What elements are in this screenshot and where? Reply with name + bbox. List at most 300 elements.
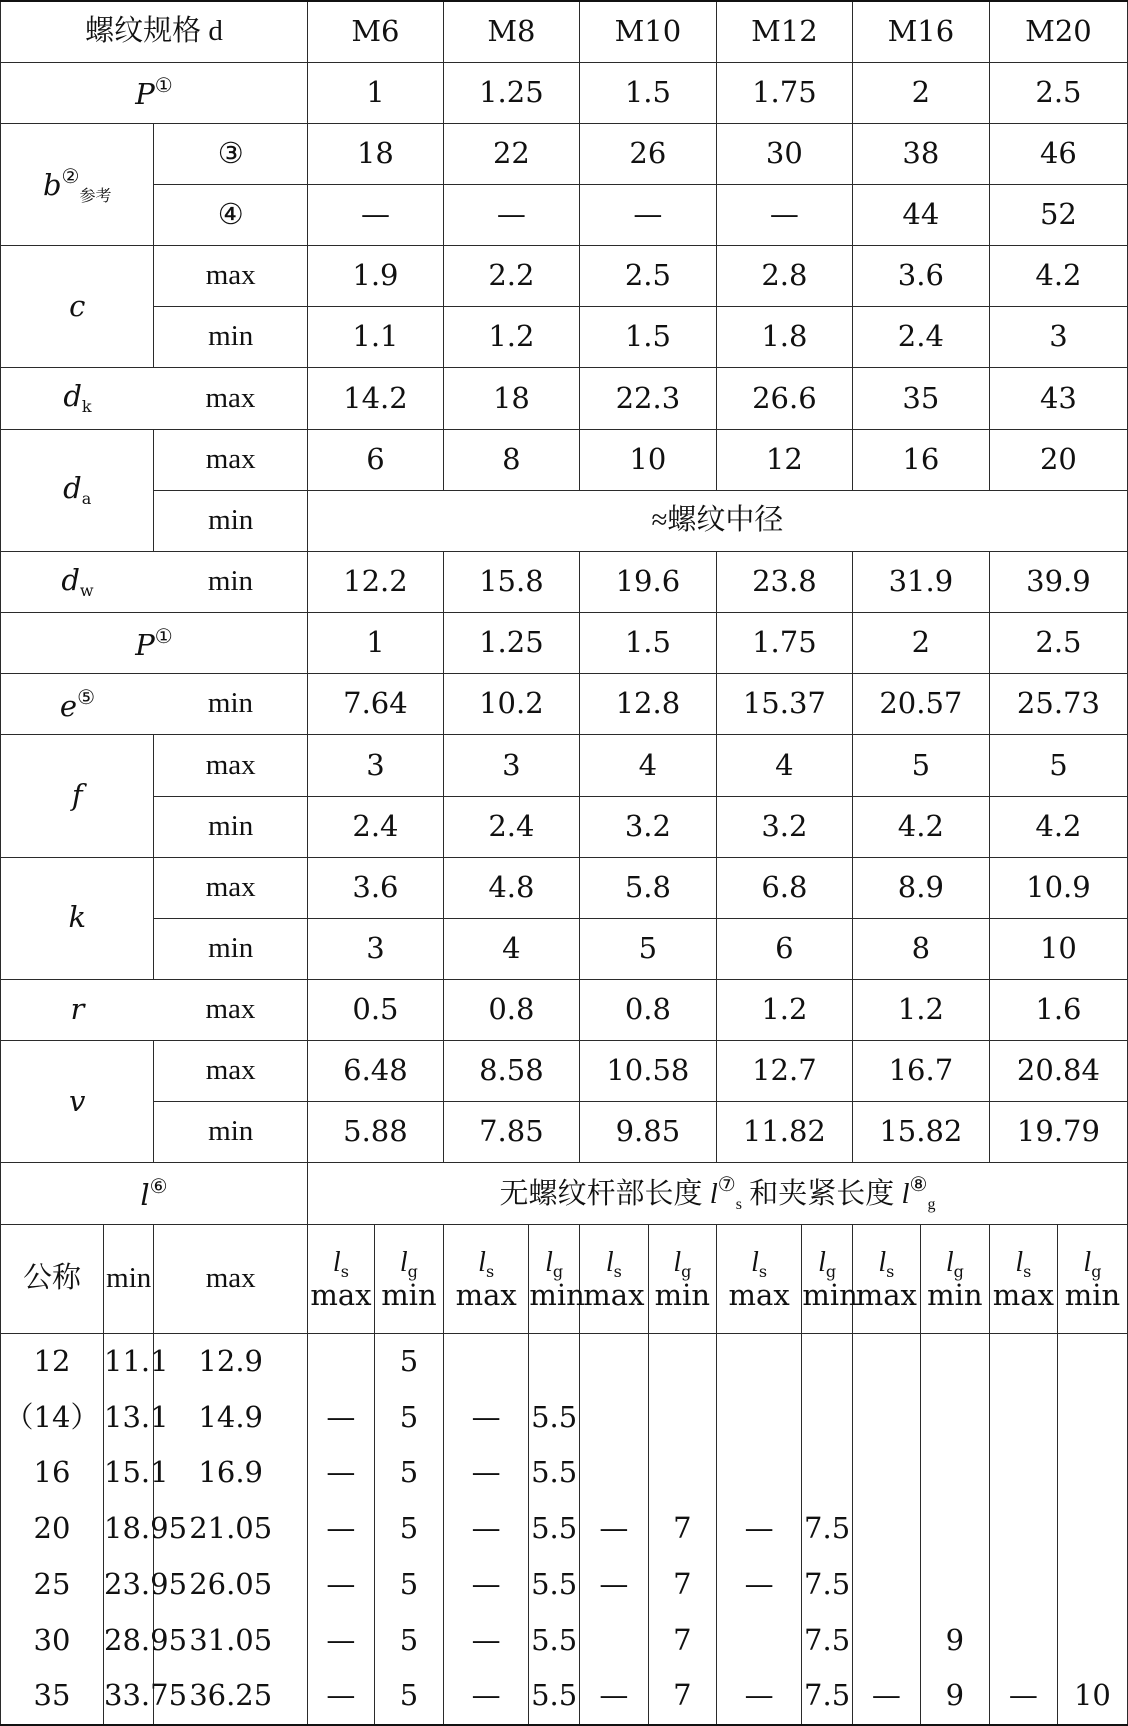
limit-text: min: [1064, 1278, 1121, 1313]
value-cell: 1.9: [307, 246, 443, 307]
value-cell: 2.5: [579, 246, 716, 307]
ls-value-cell: —: [716, 1557, 801, 1613]
length-heading-cell: [307, 1163, 1127, 1224]
lg-value-cell: [920, 1390, 989, 1446]
lg-min-header: [802, 1224, 858, 1334]
symbol-text: l: [478, 1246, 486, 1278]
limit-label: max: [154, 980, 307, 1041]
value-cell: 2.4: [307, 796, 443, 857]
value-cell: 2: [852, 613, 989, 674]
symbol-text: l: [399, 1246, 408, 1278]
thread-spec-label: 螺纹规格 d: [85, 14, 223, 47]
l-label-cell: [1, 1163, 308, 1224]
ls-value-cell: [579, 1390, 648, 1446]
value-cell: 11.82: [716, 1102, 852, 1163]
value-cell: 3.6: [852, 246, 989, 307]
lg-symbol: [1058, 1246, 1127, 1281]
symbol-text: l: [140, 1178, 150, 1213]
value-cell: 3.2: [716, 796, 852, 857]
value-cell: 31.9: [852, 551, 989, 612]
lg-value-cell: 7: [648, 1501, 716, 1557]
lg-min-header: [648, 1224, 716, 1334]
length-min-cell: 15.1: [104, 1445, 154, 1501]
symbol-text: P: [135, 627, 155, 662]
length-min-cell: 28.95: [104, 1613, 154, 1669]
e-label-cell: [1, 674, 154, 735]
value-cell: 2: [852, 62, 989, 123]
length-row: [1, 1501, 1128, 1557]
value-cell: 2.5: [989, 613, 1127, 674]
value-cell: 0.5: [307, 980, 443, 1041]
value-cell: 1.2: [716, 980, 852, 1041]
lg-value-cell: [529, 1334, 579, 1390]
symbol-text: l: [878, 1246, 887, 1278]
limit-text: min: [927, 1278, 983, 1313]
value-cell: 2.4: [443, 796, 579, 857]
subscript-text: g: [825, 1261, 837, 1281]
length-row: [1, 1445, 1128, 1501]
lg-min-header: [920, 1224, 989, 1334]
ls-max-header: [852, 1224, 920, 1334]
ls-value-cell: [989, 1613, 1057, 1669]
limit-label: min: [154, 307, 307, 368]
ls-value-cell: [852, 1501, 920, 1557]
ls-value-cell: [579, 1613, 648, 1669]
subscript-text: a: [81, 488, 92, 508]
limit-text: min: [802, 1278, 858, 1313]
subscript-text: s: [886, 1261, 895, 1281]
ls-max-header: [307, 1224, 374, 1334]
value-cell: 8: [443, 429, 579, 490]
limit-label: min: [154, 674, 307, 735]
value-cell: 1.2: [852, 980, 989, 1041]
value-cell: 20.57: [852, 674, 989, 735]
da-min-row: [1, 490, 1128, 551]
size-header-cell: M12: [716, 1, 852, 62]
subscript-text: g: [407, 1261, 418, 1281]
subscript-text: g: [681, 1261, 692, 1281]
lg-min-header: [374, 1224, 443, 1334]
ls-value-cell: —: [579, 1669, 648, 1725]
value-cell: 52: [989, 184, 1127, 245]
value-cell: 7.64: [307, 674, 443, 735]
lg-value-cell: [648, 1445, 716, 1501]
c-label-cell: [1, 246, 154, 368]
symbol-text: d: [63, 470, 82, 505]
lg-value-cell: 5.5: [529, 1501, 579, 1557]
lg-value-cell: 9: [920, 1613, 989, 1669]
value-cell: —: [307, 184, 443, 245]
ls-value-cell: —: [307, 1613, 374, 1669]
subscript-text: g: [1091, 1261, 1102, 1281]
ls-value-cell: —: [307, 1669, 374, 1725]
lg-value-cell: 7.5: [802, 1669, 852, 1725]
max-header: max: [154, 1224, 307, 1334]
ls-symbol: [580, 1246, 648, 1281]
lg-symbol: [375, 1246, 443, 1281]
v-min-row: [1, 1102, 1128, 1163]
value-cell: 15.82: [852, 1102, 989, 1163]
value-cell: 1.6: [989, 980, 1127, 1041]
value-cell: 2.8: [716, 246, 852, 307]
nominal-length-cell: 30: [1, 1613, 104, 1669]
ls-value-cell: [989, 1557, 1057, 1613]
subscript-text: k: [81, 397, 92, 417]
subscript-text: s: [1023, 1261, 1032, 1281]
value-cell: 1.75: [716, 62, 852, 123]
limit-label: max: [154, 429, 307, 490]
symbol-text: e: [59, 688, 78, 723]
ls-max-header: [716, 1224, 801, 1334]
value-cell: 2.4: [852, 307, 989, 368]
symbol-text: P: [135, 77, 155, 112]
value-cell: 5: [579, 918, 716, 979]
value-cell: 43: [989, 368, 1127, 429]
pitch-row: [1, 62, 1128, 123]
footnote-marker: ①: [154, 623, 173, 648]
value-cell: 12.2: [307, 551, 443, 612]
ls-value-cell: —: [443, 1445, 528, 1501]
f-min-row: [1, 796, 1128, 857]
value-cell: 12: [716, 429, 852, 490]
limit-label: min: [154, 918, 307, 979]
lg-symbol: [921, 1246, 989, 1281]
ls-value-cell: [852, 1334, 920, 1390]
symbol-text: l: [818, 1246, 826, 1278]
lg-value-cell: [920, 1557, 989, 1613]
value-cell: 44: [852, 184, 989, 245]
v-max-row: [1, 1041, 1128, 1102]
symbol-text: r: [70, 992, 85, 1027]
value-cell: 14.2: [307, 368, 443, 429]
b-row-3: [1, 123, 1128, 184]
footnote-marker: ⑧: [909, 1173, 928, 1196]
ls-value-cell: [716, 1334, 801, 1390]
lg-value-cell: 5: [374, 1334, 443, 1390]
nominal-length-cell: （14）: [1, 1390, 104, 1446]
symbol-text: l: [1015, 1246, 1024, 1278]
e-row: [1, 674, 1128, 735]
value-cell: 1: [307, 613, 443, 674]
ls-symbol: [717, 1246, 801, 1281]
ls-value-cell: [989, 1501, 1057, 1557]
ls-value-cell: [443, 1334, 528, 1390]
limit-text: min: [529, 1278, 585, 1313]
ls-value-cell: —: [852, 1669, 920, 1725]
size-header-cell: M10: [579, 1, 716, 62]
value-cell: 22.3: [579, 368, 716, 429]
lg-value-cell: 7: [648, 1557, 716, 1613]
lg-value-cell: [1057, 1501, 1127, 1557]
nominal-length-cell: 35: [1, 1669, 104, 1725]
footnote-marker: ②: [61, 163, 80, 188]
limit-text: min: [654, 1278, 711, 1313]
symbol-text: l: [901, 1177, 910, 1210]
dk-label-cell: [1, 368, 154, 429]
length-min-cell: 33.75: [104, 1669, 154, 1725]
ls-value-cell: [716, 1445, 801, 1501]
value-cell: 10.58: [579, 1041, 716, 1102]
min-header: min: [104, 1224, 154, 1334]
lg-value-cell: 7.5: [802, 1613, 852, 1669]
length-max-cell: 16.9: [154, 1445, 307, 1501]
ls-value-cell: [852, 1390, 920, 1446]
lg-value-cell: 5.5: [529, 1557, 579, 1613]
value-cell: 4: [443, 918, 579, 979]
k-min-row: [1, 918, 1128, 979]
lg-value-cell: [920, 1334, 989, 1390]
lg-value-cell: [802, 1445, 852, 1501]
symbol-text: l: [605, 1246, 614, 1278]
value-cell: 16: [852, 429, 989, 490]
ls-value-cell: —: [579, 1501, 648, 1557]
limit-label: max: [154, 368, 307, 429]
value-cell: 6.8: [716, 857, 852, 918]
k-max-row: [1, 857, 1128, 918]
value-cell: 3.2: [579, 796, 716, 857]
ls-value-cell: [716, 1613, 801, 1669]
lg-value-cell: 10: [1057, 1669, 1127, 1725]
limit-label: min: [154, 490, 307, 551]
ls-value-cell: [579, 1334, 648, 1390]
lg-value-cell: 9: [920, 1669, 989, 1725]
ls-value-cell: [307, 1334, 374, 1390]
limit-label: min: [154, 551, 307, 612]
nominal-length-cell: 25: [1, 1557, 104, 1613]
lg-value-cell: [648, 1334, 716, 1390]
da-max-row: [1, 429, 1128, 490]
value-cell: —: [716, 184, 852, 245]
value-cell: 3: [307, 918, 443, 979]
ls-value-cell: —: [307, 1557, 374, 1613]
dw-row: [1, 551, 1128, 612]
lg-value-cell: 5: [374, 1501, 443, 1557]
size-header-cell: M16: [852, 1, 989, 62]
value-cell: 1.25: [443, 613, 579, 674]
nominal-length-cell: 16: [1, 1445, 104, 1501]
lg-value-cell: 5: [374, 1613, 443, 1669]
length-max-cell: 26.05: [154, 1557, 307, 1613]
value-cell: 4.2: [852, 796, 989, 857]
limit-label: min: [154, 1102, 307, 1163]
value-cell: 15.37: [716, 674, 852, 735]
value-cell: 6.48: [307, 1041, 443, 1102]
ls-value-cell: —: [443, 1557, 528, 1613]
limit-text: max: [992, 1278, 1054, 1313]
length-min-cell: 13.1: [104, 1390, 154, 1446]
value-cell: 3: [443, 735, 579, 796]
ls-value-cell: [989, 1390, 1057, 1446]
pitch-row-2: [1, 613, 1128, 674]
lg-value-cell: [920, 1445, 989, 1501]
heading-text: 无螺纹杆部长度: [499, 1177, 710, 1210]
length-max-cell: 12.9: [154, 1334, 307, 1390]
limit-text: max: [728, 1278, 790, 1313]
symbol-text: d: [61, 562, 80, 597]
limit-label: max: [154, 735, 307, 796]
b-ref-label-cell: [1, 123, 154, 245]
lg-value-cell: [1057, 1557, 1127, 1613]
footnote-marker: ①: [154, 73, 173, 98]
nominal-length-cell: 12: [1, 1334, 104, 1390]
ls-value-cell: [579, 1445, 648, 1501]
value-cell: 46: [989, 123, 1127, 184]
value-cell: 3: [989, 307, 1127, 368]
lg-value-cell: 5: [374, 1390, 443, 1446]
value-cell: 18: [307, 123, 443, 184]
lg-value-cell: 7.5: [802, 1557, 852, 1613]
value-cell: 12.8: [579, 674, 716, 735]
limit-text: min: [381, 1278, 437, 1313]
size-header-cell: M8: [443, 1, 579, 62]
v-label-cell: [1, 1041, 154, 1163]
value-cell: 8: [852, 918, 989, 979]
ls-symbol: [444, 1246, 528, 1281]
lg-value-cell: 5: [374, 1669, 443, 1725]
ls-value-cell: —: [443, 1390, 528, 1446]
value-cell: 1.75: [716, 613, 852, 674]
k-label-cell: [1, 857, 154, 979]
symbol-text: d: [63, 379, 82, 414]
subscript-text: s: [340, 1261, 349, 1281]
ls-value-cell: —: [716, 1501, 801, 1557]
limit-text: max: [455, 1278, 517, 1313]
f-max-row: [1, 735, 1128, 796]
value-cell: 8.9: [852, 857, 989, 918]
value-cell: 1.5: [579, 613, 716, 674]
lg-symbol: [529, 1246, 578, 1281]
value-cell: 1.2: [443, 307, 579, 368]
nominal-header: 公称: [1, 1224, 104, 1334]
ls-value-cell: [852, 1613, 920, 1669]
limit-label: max: [154, 1041, 307, 1102]
ls-symbol: [990, 1246, 1057, 1281]
value-cell: 38: [852, 123, 989, 184]
value-cell: 19.79: [989, 1102, 1127, 1163]
symbol-text: l: [709, 1177, 718, 1210]
lg-value-cell: 5.5: [529, 1613, 579, 1669]
ls-value-cell: [989, 1445, 1057, 1501]
lg-value-cell: [1057, 1445, 1127, 1501]
value-cell: 20: [989, 429, 1127, 490]
ls-max-header: [579, 1224, 648, 1334]
limit-label: min: [154, 796, 307, 857]
value-cell: 6: [307, 429, 443, 490]
ls-value-cell: —: [443, 1501, 528, 1557]
value-cell: 0.8: [579, 980, 716, 1041]
r-label-cell: [1, 980, 154, 1041]
subscript-text: s: [613, 1261, 622, 1281]
b-variant-label: ④: [154, 184, 307, 245]
value-cell: 22: [443, 123, 579, 184]
value-cell: 10: [989, 918, 1127, 979]
value-cell: 5.88: [307, 1102, 443, 1163]
value-cell: 19.6: [579, 551, 716, 612]
value-cell: 26: [579, 123, 716, 184]
value-cell: 4.2: [989, 796, 1127, 857]
ls-value-cell: —: [443, 1669, 528, 1725]
subscript-text: g: [552, 1261, 564, 1281]
value-cell: 6: [716, 918, 852, 979]
lg-value-cell: [1057, 1334, 1127, 1390]
value-cell: 30: [716, 123, 852, 184]
value-cell: 3.6: [307, 857, 443, 918]
ls-symbol: [853, 1246, 920, 1281]
value-cell: 12.7: [716, 1041, 852, 1102]
symbol-text: l: [545, 1246, 553, 1278]
lg-value-cell: [648, 1390, 716, 1446]
value-cell: 8.58: [443, 1041, 579, 1102]
value-cell: 1.25: [443, 62, 579, 123]
value-cell: 18: [443, 368, 579, 429]
footnote-marker: ⑥: [149, 1174, 168, 1199]
value-cell: 4.2: [989, 246, 1127, 307]
length-row: [1, 1613, 1128, 1669]
lg-symbol: [649, 1246, 716, 1281]
f-label-cell: [1, 735, 154, 857]
value-cell: 1: [307, 62, 443, 123]
value-cell: 2.5: [989, 62, 1127, 123]
value-cell: 15.8: [443, 551, 579, 612]
value-cell: 1.5: [579, 307, 716, 368]
value-cell: 10: [579, 429, 716, 490]
ls-value-cell: [989, 1334, 1057, 1390]
value-cell: 23.8: [716, 551, 852, 612]
limit-label: max: [154, 857, 307, 918]
length-min-cell: 23.95: [104, 1557, 154, 1613]
length-subheader-row: [1, 1224, 1128, 1334]
ls-value-cell: —: [716, 1669, 801, 1725]
length-max-cell: 31.05: [154, 1613, 307, 1669]
value-cell: 26.6: [716, 368, 852, 429]
ls-value-cell: [852, 1557, 920, 1613]
lg-value-cell: 7: [648, 1669, 716, 1725]
subscript-text: s: [735, 1195, 742, 1213]
value-cell: 2.2: [443, 246, 579, 307]
pitch-label-cell: [1, 62, 308, 123]
lg-value-cell: 7: [648, 1613, 716, 1669]
symbol-text: f: [71, 778, 83, 813]
dw-label-cell: [1, 551, 154, 612]
lg-value-cell: [1057, 1613, 1127, 1669]
da-label-cell: [1, 429, 154, 551]
length-row: [1, 1390, 1128, 1446]
value-cell: 5.8: [579, 857, 716, 918]
value-cell: 5: [989, 735, 1127, 796]
header-row: [1, 1, 1128, 62]
lg-value-cell: 5: [374, 1445, 443, 1501]
lg-value-cell: [1057, 1390, 1127, 1446]
symbol-text: v: [69, 1083, 86, 1118]
c-max-row: [1, 246, 1128, 307]
lg-min-header: [1057, 1224, 1127, 1334]
value-cell: 7.85: [443, 1102, 579, 1163]
subscript-text: g: [953, 1261, 964, 1281]
nominal-length-cell: 20: [1, 1501, 104, 1557]
lg-value-cell: 5.5: [529, 1390, 579, 1446]
length-min-cell: 11.1: [104, 1334, 154, 1390]
subscript-text: s: [758, 1261, 768, 1281]
length-row: [1, 1557, 1128, 1613]
symbol-text: k: [68, 900, 87, 935]
lg-min-header: [529, 1224, 585, 1334]
symbol-text: l: [945, 1246, 954, 1278]
value-cell: 25.73: [989, 674, 1127, 735]
heading-text: 和夹紧长度: [741, 1177, 902, 1210]
b-row-4: [1, 184, 1128, 245]
ls-value-cell: —: [307, 1445, 374, 1501]
c-min-row: [1, 307, 1128, 368]
